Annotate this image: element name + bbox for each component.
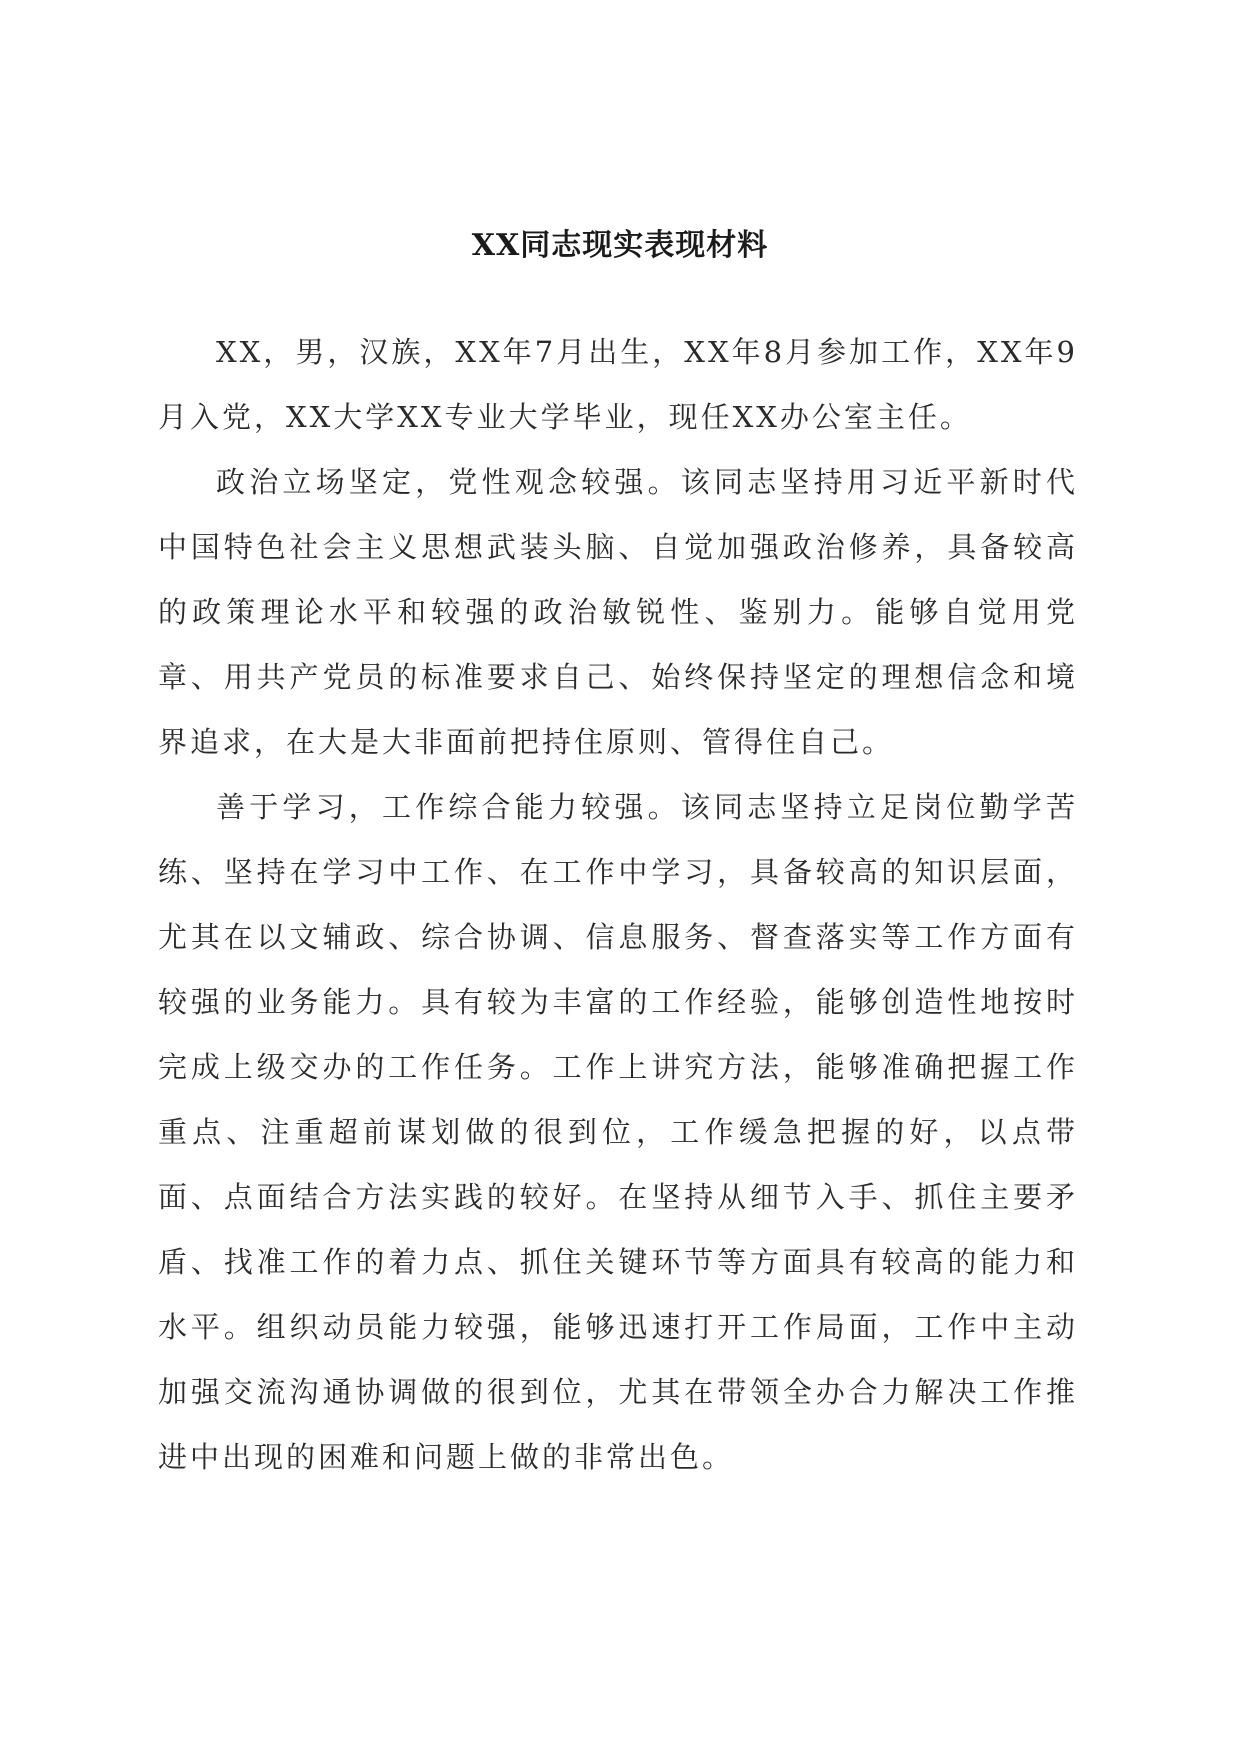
document-title: XX同志现实表现材料: [471, 228, 769, 263]
paragraph-work-ability: 善于学习，工作综合能力较强。该同志坚持立足岗位勤学苦练、坚持在学习中工作、在工作中学习，具备较高的知识层面，尤其在以文辅政、综合协调、信息服务、督查落实等工作方面有较强的业务能力。具有较为丰富的工作经验，能够创造性地按时完成上级交办的工作任务。工作上讲究方法，能够准确把握工作重点、注重超前谋划做的很到位，工作缓急把握的好，以点带面、点面结合方法实践的较好。在坚持从细节入手、抓住主要矛盾、找准工作的着力点、抓住关键环节等方面具有较高的能力和水平。组织动员能力较强，能够迅速打开工作局面，工作中主动加强交流沟通协调做的很到位，尤其在带领全办合力解决工作推进中出现的困难和问题上做的非常出色。: [158, 790, 1078, 1474]
paragraph-political-stance: 政治立场坚定，党性观念较强。该同志坚持用习近平新时代中国特色社会主义思想武装头脑、自觉加强政治修养，具备较高的政策理论水平和较强的政治敏锐性、鉴别力。能够自觉用党章、用共产党员的标准要求自己、始终保持坚定的理想信念和境界追求，在大是大非面前把持住原则、管得住自己。: [158, 465, 1078, 759]
document-body: [158, 320, 1078, 1490]
paragraph-basic-info: XX，男，汉族，XX年7月出生，XX年8月参加工作，XX年9月入党，XX大学XX专业大学毕业，现任XX办公室主任。: [158, 335, 1078, 434]
